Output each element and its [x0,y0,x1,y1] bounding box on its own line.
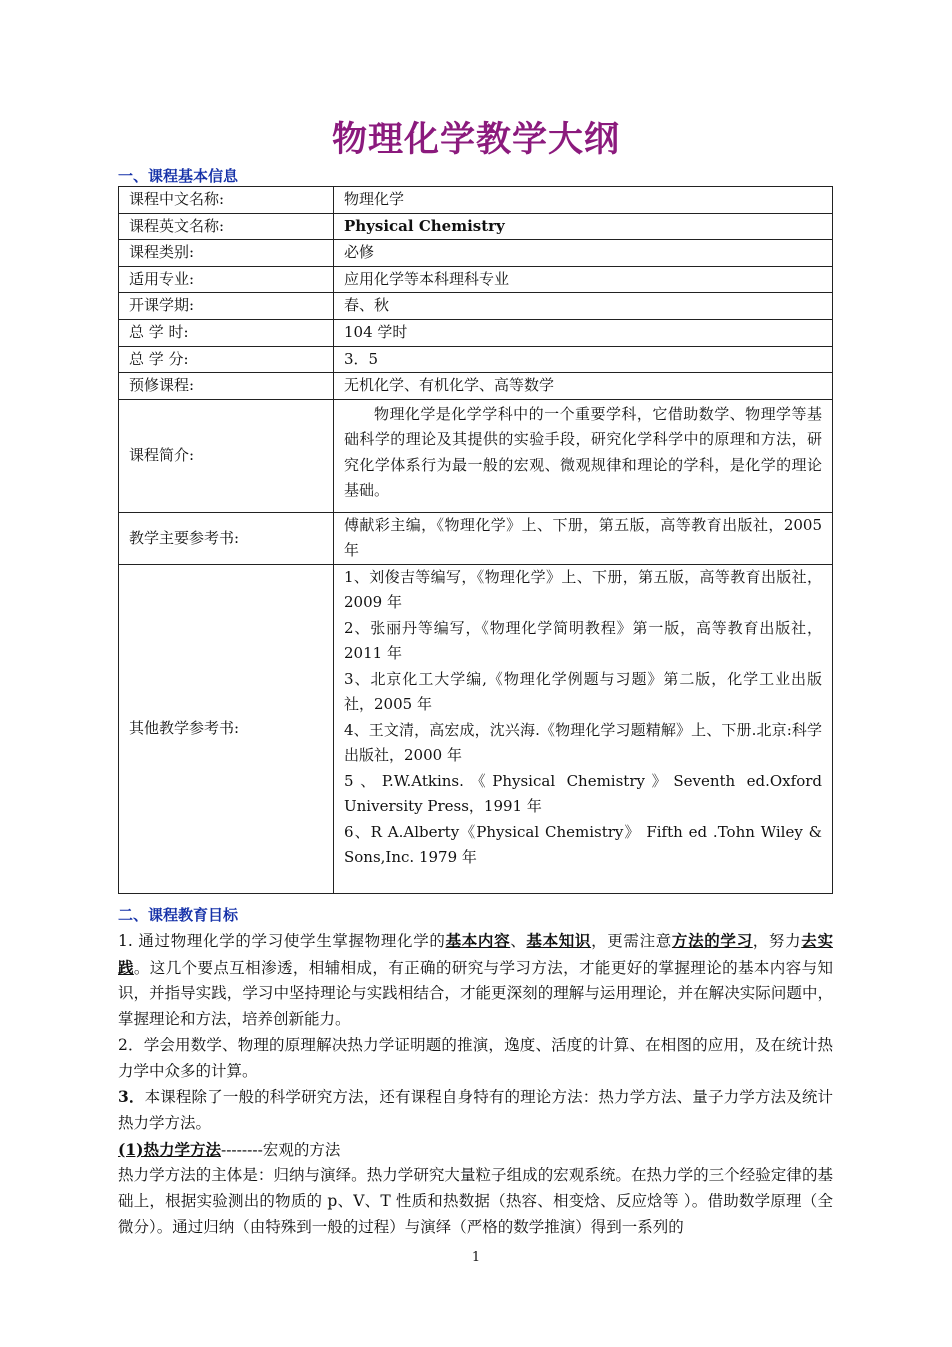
row-value: 必修 [334,240,833,267]
table-row [119,373,833,400]
list-item: 1、刘俊吉等编写，《物理化学》上、下册，第五版，高等教育出版社，2009 年 [344,567,822,612]
list-item: 5、P.W.Atkins.《Physical Chemistry》Seventh ed.Oxford University Press，1991 年 [344,771,822,816]
table-row [119,213,833,240]
row-value [334,399,833,512]
section-heading-basic-info: 一、课程基本信息 [118,167,239,185]
main-reference-text: 傅献彩主编，《物理化学》上、下册，第五版，高等教育出版社，2005 年 [344,515,822,560]
emphasis-text: 方法的学习 [671,931,753,950]
table-row-intro [119,399,833,512]
emphasis-text: 去实践 [118,931,833,977]
table-row-main-ref [119,512,833,564]
text-span: ，更需注意 [591,932,672,950]
other-references-list [344,565,822,893]
row-label: 教学主要参考书: [119,512,334,564]
paragraph-objective-3 [118,1084,833,1136]
table-row-other-refs [119,564,833,893]
section-heading-objectives: 二、课程教育目标 [118,906,239,924]
document-title: 物理化学教学大纲 [331,119,620,160]
row-value: Physical Chemistry [334,213,833,240]
text-span: ，努力 [752,932,802,950]
row-value [334,564,833,893]
course-intro-text: 物理化学是化学学科中的一个重要学科，它借助数学、物理学等基础科学的理论及其提供的实验手段，研究化学科学中的原理和方法，研究化学体系行为最一般的宏观、微观规律和理论的学科，是化学的理论基础。 [344,404,822,500]
row-label: 课程简介: [119,399,334,512]
row-label: 适用专业: [119,266,334,293]
row-label: 课程中文名称: [119,187,334,214]
objectives-body [118,928,833,1240]
paragraph-objective-2: 2．学会用数学、物理的原理解决热力学证明题的推演，逸度、活度的计算、在相图的应用，及在统计热力学中众多的计算。 [118,1035,833,1080]
row-label: 预修课程: [119,373,334,400]
emphasis-text: (1)热力学方法 [118,1139,221,1159]
row-label: 课程类别: [119,240,334,267]
row-value: 物理化学 [334,187,833,214]
row-value: 无机化学、有机化学、高等数学 [334,373,833,400]
list-item: 4、王文清，高宏成，沈兴海.《物理化学习题精解》上、下册.北京:科学出版社，2000 年 [344,720,822,765]
row-value: 104 学时 [334,319,833,346]
course-info-table [118,186,833,894]
list-item: 6、R A.Alberty《Physical Chemistry》 Fifth ed .Tohn Wiley & Sons,Inc. 1979 年 [344,822,822,867]
row-label: 总 学 时: [119,319,334,346]
row-value: 春、秋 [334,293,833,320]
text-span: 、 [510,932,527,950]
table-row [119,266,833,293]
table-row [119,187,833,214]
row-value: 3．5 [334,346,833,373]
table-row [119,293,833,320]
table-row [119,346,833,373]
list-item: 2、张丽丹等编写，《物理化学简明教程》第一版，高等教育出版社，2011 年 [344,618,822,663]
paragraph-number: 3． [118,1087,145,1107]
page-number: 1 [471,1250,481,1265]
table-row [119,319,833,346]
table-row [119,240,833,267]
text-span: --------宏观的方法 [220,1140,341,1159]
row-value [334,512,833,564]
text-span: 1. 通过物理化学的学习使学生掌握物理化学的 [118,932,446,950]
paragraph-method-heading [118,1137,833,1164]
list-item: 3、北京化工大学编,《物理化学例题与习题》第二版，化学工业出版社，2005 年 [344,669,822,714]
row-label: 课程英文名称: [119,213,334,240]
emphasis-text: 基本知识 [526,931,592,950]
row-label: 其他教学参考书: [119,564,334,893]
text-span: 本课程除了一般的科学研究方法，还有课程自身特有的理论方法：热力学方法、量子力学方法及统计热力学方法。 [118,1088,833,1132]
paragraph-thermodynamics: 热力学方法的主体是：归纳与演绎。热力学研究大量粒子组成的宏观系统。在热力学的三个经验定律的基础上，根据实验测出的物质的 p、V、T 性质和热数据（热容、相变焓、反应焓等 ）。借助数学原理（全微分）。通过归纳（由特殊到一般的过程）与演绎（严格的数学推演）得到一系列的 [118,1166,833,1236]
emphasis-text: 基本内容 [445,931,511,950]
row-label: 总 学 分: [119,346,334,373]
paragraph-objective-1 [118,928,833,1033]
row-value: 应用化学等本科理科专业 [334,266,833,293]
row-label: 开课学期: [119,293,334,320]
text-span: 。这几个要点互相渗透，相辅相成，有正确的研究与学习方法，才能更好的掌握理论的基本内容与知识，并指导实践，学习中坚持理论与实践相结合，才能更深刻的理解与运用理论，并在解决实际问题中，掌握理论和方法，培养创新能力。 [118,958,833,1029]
